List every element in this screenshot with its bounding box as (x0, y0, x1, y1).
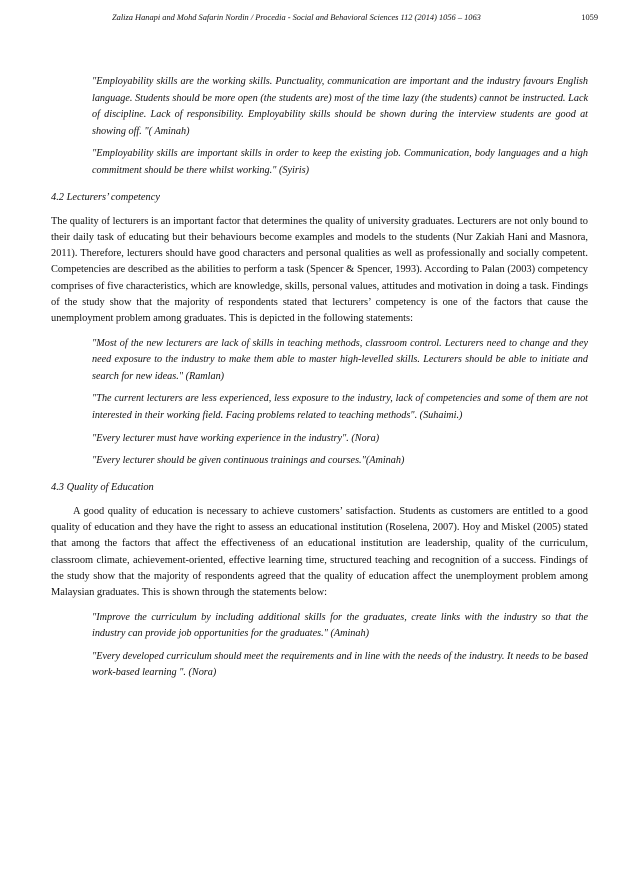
quote-nora-experience: "Every lecturer must have working experience in the industry". (Nora) (92, 432, 380, 444)
section-heading-lecturers-competency: 4.2 Lecturers’ competency (51, 191, 160, 203)
page-body (51, 74, 588, 688)
running-header (112, 13, 598, 22)
quote-suhaimi: "The current lecturers are less experienced, less exposure to the industry, lack of competencies and some of them are not interested in their working field. Facing problems related to teaching methods". (Suhaimi.) (92, 393, 588, 422)
paragraph-quality-of-education: A good quality of education is necessary to achieve customers’ satisfaction. Students as customers are entitled to a good quality of education and they have the right to assess an educational institution (Roselena, 2007). Hoy and Miskel (2005) stated that among the factors that affect the effectiveness of an educational institution are leadership, quality of the curriculum, classroom climate, achievement-oriented, effective learning time, structured teaching and recognition of a success. Findings of the study show that the majority of respondents agreed that the quality of education affect the unemployment problem among Malaysian graduates. This is shown through the statements below: (51, 505, 588, 599)
running-title: Zaliza Hanapi and Mohd Safarin Nordin / Procedia - Social and Behavioral Sciences 112 (2014) 1056 – 1063 (112, 13, 481, 22)
quote-syiris: "Employability skills are important skills in order to keep the existing job. Communication, body languages and a high commitment should be there whilst working." (Syiris) (92, 148, 588, 176)
quote-aminah-employability: "Employability skills are the working skills. Punctuality, communication are important and the industry favours English language. Students should be more open (the students are) most of the time lazy (the students) cannot be instructed. Lack of discipline. Lack of responsibility. Employability skills should be shown during the interview students are good at showing off. "( Aminah) (92, 76, 588, 137)
page-number: 1059 (581, 13, 598, 22)
quote-aminah-curriculum: "Improve the curriculum by including additional skills for the graduates, create links with the industry so that the industry can provide job opportunities for the graduates." (Aminah) (92, 611, 588, 640)
quote-ramlan: "Most of the new lecturers are lack of skills in teaching methods, classroom control. Lecturers need to change and they need exposure to the industry to make them able to master high-levelled skills. Lecturers should be able to initiate and search for new ideas." (Ramlan) (92, 337, 588, 382)
quote-nora-curriculum: "Every developed curriculum should meet the requirements and in line with the needs of the industry. It needs to be based work-based learning ". (Nora) (92, 650, 588, 679)
quote-aminah-training: "Every lecturer should be given continuous trainings and courses."(Aminah) (92, 455, 405, 467)
section-heading-quality-of-education: 4.3 Quality of Education (51, 481, 154, 493)
paragraph-lecturers-competency: The quality of lecturers is an important factor that determines the quality of university graduates. Lecturers are not only bound to their daily task of educating but their behaviours become examples and models to the students (Nur Zakiah Hani and Masnora, 2011). Therefore, lecturers should have good characters and personal qualities as well as professionally and socially competent. Competencies are described as the abilities to perform a task (Spencer & Spencer, 1993). According to Palan (2003) competency comprises of five characteristics, which are knowledge, skills, personal values, attitudes and motivation in doing a task. Findings of the study show that the majority of respondents stated that lecturers’ competency is one of the factors that cause the unemployment problem among graduates. This is depicted in the following statements: (51, 215, 588, 325)
